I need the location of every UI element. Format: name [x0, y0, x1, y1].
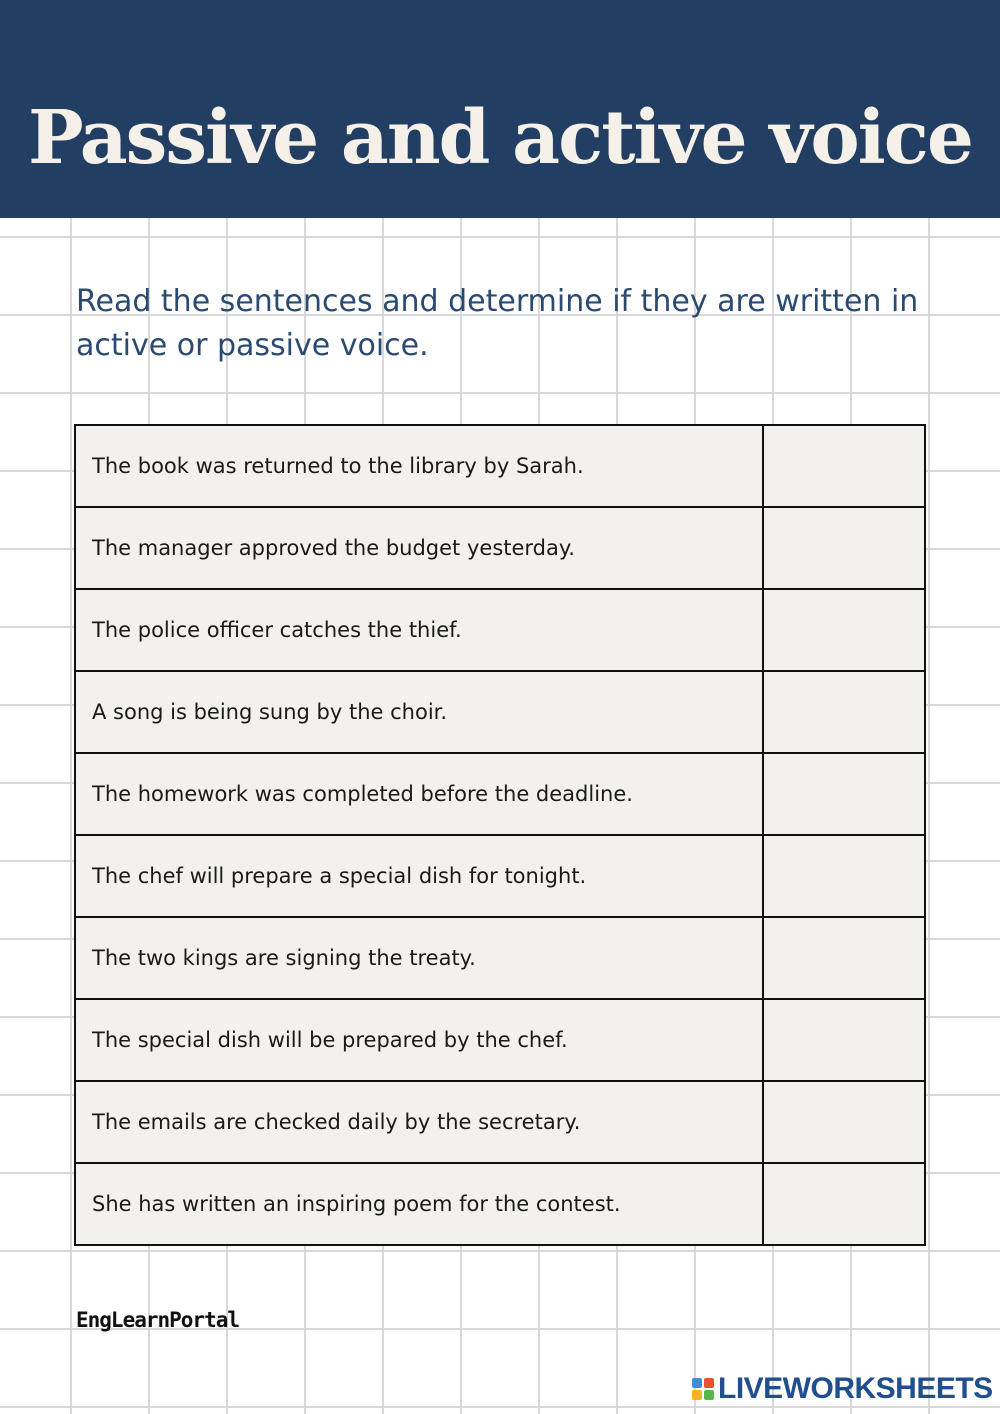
sentence-table — [74, 424, 926, 1246]
answer-box[interactable] — [764, 1082, 924, 1162]
sentence-cell: The manager approved the budget yesterday. — [76, 508, 764, 588]
table-row — [76, 426, 924, 508]
liveworksheets-live-icon — [692, 1378, 714, 1400]
table-row — [76, 1082, 924, 1164]
answer-box[interactable] — [764, 1164, 924, 1244]
answer-box[interactable] — [764, 590, 924, 670]
sentence-cell: She has written an inspiring poem for the contest. — [76, 1164, 764, 1244]
answer-box[interactable] — [764, 426, 924, 506]
table-row — [76, 590, 924, 672]
answer-box[interactable] — [764, 1000, 924, 1080]
table-row — [76, 1164, 924, 1244]
answer-box[interactable] — [764, 508, 924, 588]
table-row — [76, 918, 924, 1000]
answer-box[interactable] — [764, 672, 924, 752]
sentence-cell: The two kings are signing the treaty. — [76, 918, 764, 998]
table-row — [76, 754, 924, 836]
brand-name: EngLearnPortal — [76, 1308, 240, 1332]
table-row — [76, 836, 924, 918]
sentence-cell: The police officer catches the thief. — [76, 590, 764, 670]
answer-box[interactable] — [764, 754, 924, 834]
liveworksheets-logo — [692, 1372, 993, 1406]
page-title: Passive and active voice — [28, 95, 972, 181]
sentence-cell: The book was returned to the library by Sarah. — [76, 426, 764, 506]
sentence-cell: The homework was completed before the deadline. — [76, 754, 764, 834]
answer-box[interactable] — [764, 918, 924, 998]
sentence-cell: A song is being sung by the choir. — [76, 672, 764, 752]
liveworksheets-logo-text: LIVEWORKSHEETS — [718, 1372, 993, 1405]
sentence-cell: The special dish will be prepared by the chef. — [76, 1000, 764, 1080]
sentence-cell: The emails are checked daily by the secretary. — [76, 1082, 764, 1162]
table-row — [76, 1000, 924, 1082]
header-banner — [0, 0, 1000, 218]
answer-box[interactable] — [764, 836, 924, 916]
sentence-cell: The chef will prepare a special dish for tonight. — [76, 836, 764, 916]
table-row — [76, 508, 924, 590]
instructions-text: Read the sentences and determine if they are written in active or passive voice. — [76, 284, 919, 363]
table-row — [76, 672, 924, 754]
